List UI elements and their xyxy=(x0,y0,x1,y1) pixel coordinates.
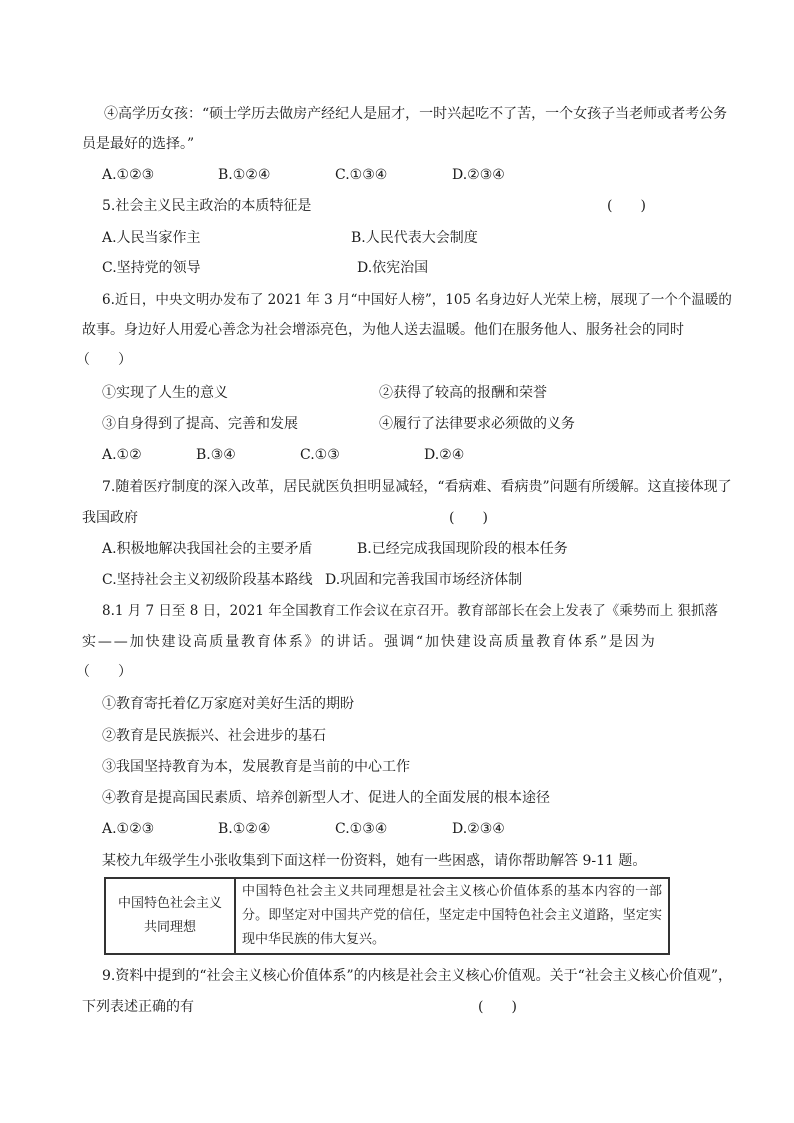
q5-option-c: C.坚持党的领导 xyxy=(102,260,201,276)
q8-option-a: A.①②③ xyxy=(102,821,155,837)
q8-answer-paren: （ ） xyxy=(76,664,132,680)
q8-option-d: D.②③④ xyxy=(452,821,505,837)
q4-item4-line2: 员是最好的选择。” xyxy=(82,136,195,152)
material-text: 中国特色社会主义共同理想是社会主义核心价值体系的基本内容的一部分。即坚定对中国共产党的信任，坚定走中国特色社会主义道路，坚定实现中华民族的伟大复兴。 xyxy=(235,878,669,954)
q8-option-b: B.①②④ xyxy=(218,821,271,837)
q8-option-c: C.①③④ xyxy=(335,821,388,837)
q5-option-b: B.人民代表大会制度 xyxy=(351,230,478,246)
q6-stem-line2: 故事。身边好人用爱心善念为社会增添亮色，为他人送去温暖。他们在服务他人、服务社会的同时 xyxy=(82,322,684,338)
q5-option-d: D.依宪治国 xyxy=(357,260,429,276)
q4-option-b: B.①②④ xyxy=(218,167,271,183)
q5-answer-paren: ( ) xyxy=(607,198,646,214)
q9-stem-line2: 下列表述正确的有 xyxy=(82,999,194,1015)
q4-option-a: A.①②③ xyxy=(102,167,155,183)
q4-option-d: D.②③④ xyxy=(452,167,505,183)
q8-stem-line1: 8.1 月 7 日至 8 日，2021 年全国教育工作会议在京召开。教育部部长在会上发表了《乘势而上 狠抓落 xyxy=(102,603,719,619)
q6-item-3: ③自身得到了提高、完善和发展 xyxy=(102,416,298,432)
q7-stem-line1: 7.随着医疗制度的深入改革，居民就医负担明显减轻，“看病难、看病贵”问题有所缓解。这直接体现了 xyxy=(102,479,732,495)
material-intro: 某校九年级学生小张收集到下面这样一份资料，她有一些困惑，请你帮助解答 9-11 题。 xyxy=(102,853,647,869)
q8-item-2: ②教育是民族振兴、社会进步的基石 xyxy=(102,728,326,744)
q6-item-2: ②获得了较高的报酬和荣誉 xyxy=(379,385,547,401)
q7-stem-line2: 我国政府 xyxy=(82,510,138,526)
material-table xyxy=(104,877,670,955)
q4-item4-line1: ④高学历女孩：“硕士学历去做房产经纪人是屈才，一时兴起吃不了苦，一个女孩子当老师或者考公务 xyxy=(104,106,728,122)
q7-option-b: B.已经完成我国现阶段的根本任务 xyxy=(357,541,568,557)
q9-answer-paren: ( ) xyxy=(478,999,517,1015)
q9-stem-line1: 9.资料中提到的“社会主义核心价值体系”的内核是社会主义核心价值观。关于“社会主义核心价值观”， xyxy=(102,968,732,984)
q6-stem-line1: 6.近日，中央文明办发布了 2021 年 3 月“中国好人榜”，105 名身边好人光荣上榜，展现了一个个温暖的 xyxy=(102,292,732,308)
q7-option-c: C.坚持社会主义初级阶段基本路线 xyxy=(102,572,313,588)
q7-answer-paren: ( ) xyxy=(449,510,488,526)
q8-item-3: ③我国坚持教育为本，发展教育是当前的中心工作 xyxy=(102,759,410,775)
q6-option-a: A.①② xyxy=(102,447,142,463)
q8-item-4: ④教育是提高国民素质、培养创新型人才、促进人的全面发展的根本途径 xyxy=(102,790,550,806)
q6-answer-paren: （ ） xyxy=(76,352,132,368)
q6-item-1: ①实现了人生的意义 xyxy=(102,385,228,401)
q4-option-c: C.①③④ xyxy=(335,167,388,183)
q5-stem: 5.社会主义民主政治的本质特征是 xyxy=(102,198,312,214)
q7-option-a: A.积极地解决我国社会的主要矛盾 xyxy=(102,541,313,557)
q8-stem-line2: 实——加快建设高质量教育体系》的讲话。强调“加快建设高质量教育体系”是因为 xyxy=(82,634,657,650)
material-label: 中国特色社会主义共同理想 xyxy=(105,878,235,954)
q6-option-b: B.③④ xyxy=(196,447,236,463)
q6-option-c: C.①③ xyxy=(300,447,340,463)
q6-option-d: D.②④ xyxy=(424,447,465,463)
q8-item-1: ①教育寄托着亿万家庭对美好生活的期盼 xyxy=(102,696,354,712)
q6-item-4: ④履行了法律要求必须做的义务 xyxy=(379,416,575,432)
q5-option-a: A.人民当家作主 xyxy=(102,230,201,246)
q7-option-d: D.巩固和完善我国市场经济体制 xyxy=(325,572,523,588)
